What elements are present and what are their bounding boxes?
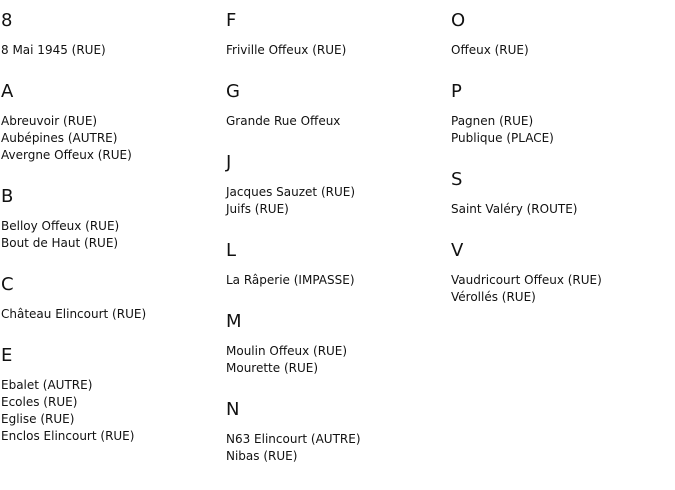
letter-group — [1, 274, 221, 323]
street-link[interactable]: Juifs (RUE) — [226, 202, 289, 216]
letter-group — [1, 186, 221, 252]
street-list — [226, 184, 446, 218]
letter-heading: F — [226, 10, 237, 31]
street-index-column — [1, 10, 221, 467]
street-link[interactable]: Ecoles (RUE) — [1, 395, 78, 409]
letter-group — [1, 81, 221, 164]
street-list — [226, 42, 446, 59]
street-link[interactable]: Saint Valéry (ROUTE) — [451, 202, 578, 216]
letter-heading: O — [451, 10, 466, 31]
letter-heading: J — [226, 152, 232, 173]
street-index-column — [226, 10, 446, 487]
street-link[interactable]: Mourette (RUE) — [226, 361, 319, 375]
letter-heading: P — [451, 81, 462, 102]
street-list — [1, 306, 221, 323]
street-list — [226, 272, 446, 289]
street-link[interactable]: Vaudricourt Offeux (RUE) — [451, 273, 602, 287]
letter-heading: N — [226, 399, 240, 420]
letter-group — [451, 81, 671, 147]
letter-group — [226, 399, 446, 465]
letter-group — [1, 345, 221, 445]
letter-heading: G — [226, 81, 240, 102]
letter-heading: B — [1, 186, 14, 207]
street-link[interactable]: Aubépines (AUTRE) — [1, 131, 118, 145]
street-list — [451, 113, 671, 147]
letter-group — [1, 10, 221, 59]
street-link[interactable]: Jacques Sauzet (RUE) — [226, 185, 356, 199]
street-index-column — [451, 10, 671, 328]
letter-heading: M — [226, 311, 242, 332]
street-list — [1, 42, 221, 59]
street-list — [1, 218, 221, 252]
letter-group — [451, 10, 671, 59]
street-link[interactable]: Ebalet (AUTRE) — [1, 378, 93, 392]
letter-group — [226, 10, 446, 59]
street-list — [226, 431, 446, 465]
street-link[interactable]: Bout de Haut (RUE) — [1, 236, 119, 250]
letter-heading: E — [1, 345, 13, 366]
street-list — [226, 113, 446, 130]
street-link[interactable]: Moulin Offeux (RUE) — [226, 344, 348, 358]
street-link[interactable]: 8 Mai 1945 (RUE) — [1, 43, 106, 57]
street-link[interactable]: Belloy Offeux (RUE) — [1, 219, 120, 233]
street-link[interactable]: Publique (PLACE) — [451, 131, 554, 145]
street-list — [451, 272, 671, 306]
street-link[interactable]: Eglise (RUE) — [1, 412, 75, 426]
street-list — [451, 42, 671, 59]
street-link[interactable]: Château Elincourt (RUE) — [1, 307, 147, 321]
letter-heading: A — [1, 81, 14, 102]
street-link[interactable]: N63 Elincourt (AUTRE) — [226, 432, 361, 446]
letter-group — [226, 240, 446, 289]
street-link[interactable]: Friville Offeux (RUE) — [226, 43, 347, 57]
letter-heading: 8 — [1, 10, 13, 31]
letter-group — [226, 311, 446, 377]
letter-group — [226, 152, 446, 218]
letter-heading: S — [451, 169, 463, 190]
letter-heading: C — [1, 274, 14, 295]
letter-group — [451, 169, 671, 218]
letter-group — [226, 81, 446, 130]
street-link[interactable]: Offeux (RUE) — [451, 43, 529, 57]
street-list — [1, 377, 221, 445]
street-list — [226, 343, 446, 377]
street-link[interactable]: Grande Rue Offeux — [226, 114, 341, 128]
street-link[interactable]: Abreuvoir (RUE) — [1, 114, 98, 128]
letter-group — [451, 240, 671, 306]
street-link[interactable]: La Râperie (IMPASSE) — [226, 273, 355, 287]
street-link[interactable]: Pagnen (RUE) — [451, 114, 534, 128]
street-link[interactable]: Enclos Elincourt (RUE) — [1, 429, 135, 443]
street-link[interactable]: Avergne Offeux (RUE) — [1, 148, 132, 162]
letter-heading: L — [226, 240, 237, 261]
street-link[interactable]: Nibas (RUE) — [226, 449, 298, 463]
street-list — [1, 113, 221, 164]
street-list — [451, 201, 671, 218]
street-link[interactable]: Vérollés (RUE) — [451, 290, 536, 304]
letter-heading: V — [451, 240, 464, 261]
